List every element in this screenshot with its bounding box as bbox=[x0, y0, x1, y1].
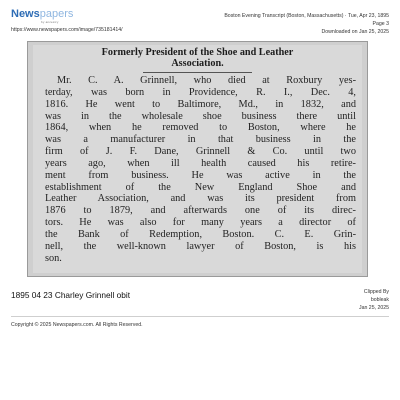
clipped-date: Jan 25, 2025 bbox=[359, 305, 389, 311]
download-date: Downloaded on Jan 25, 2025 bbox=[321, 29, 389, 35]
headline-line: Association. bbox=[171, 58, 224, 69]
body-line: Mr. C. A. Grinnell, who died at Roxbury yes- bbox=[57, 75, 356, 86]
clipped-by-info bbox=[359, 288, 389, 312]
body-line: was in the wholesale shoe business there until bbox=[45, 110, 356, 122]
logo-tagline: by ancestry bbox=[41, 20, 59, 24]
body-line: ment from business. He was active in the bbox=[45, 169, 356, 181]
clipping-caption: 1895 04 23 Charley Grinnell obit bbox=[11, 290, 130, 300]
body-line: Leather Association, and was its president from bbox=[45, 193, 356, 205]
publication-info: Boston Evening Transcript (Boston, Massachusetts) · Tue, Apr 23, 1895 bbox=[224, 13, 389, 19]
newspaper-clipping bbox=[27, 41, 368, 277]
clipped-by-label: Clipped By bbox=[363, 289, 389, 295]
body-line: years ago, when ill health caused his retire- bbox=[45, 157, 356, 169]
clipped-by-user[interactable]: bobleak bbox=[370, 297, 389, 303]
copyright-notice: Copyright © 2025 Newspapers.com. All Rights Reserved. bbox=[11, 322, 143, 328]
newspapers-logo[interactable] bbox=[11, 9, 73, 20]
body-line: the Bank of Redemption, Boston. C. E. Grin- bbox=[45, 228, 356, 240]
page-number: Page 3 bbox=[372, 21, 389, 27]
body-line: establishment of the New England Shoe and bbox=[45, 181, 356, 193]
body-line: tors. He was also for many years a director of bbox=[45, 217, 356, 229]
clipping-headline bbox=[45, 47, 350, 69]
clipping-paper bbox=[33, 45, 362, 273]
body-line: was a manufacturer in that business in the bbox=[45, 134, 356, 146]
body-line: nell, the well-known lawyer of Boston, is his bbox=[45, 240, 356, 252]
body-line: 1876 to 1879, and afterwards one of its direc- bbox=[45, 205, 356, 217]
body-line: 1816. He went to Baltimore, Md., in 1832, and bbox=[45, 98, 356, 110]
image-url[interactable]: https://www.newspapers.com/image/735181414/ bbox=[11, 27, 123, 33]
body-line: 1864, when he removed to Boston, where he bbox=[45, 122, 356, 134]
logo-text-news: News bbox=[11, 8, 40, 20]
clipping-body bbox=[45, 75, 356, 265]
footer-divider bbox=[11, 316, 389, 317]
body-line: firm of J. F. Dane, Grinnell & Co. until two bbox=[45, 146, 356, 158]
publication-meta bbox=[224, 12, 389, 36]
headline-divider bbox=[143, 72, 252, 73]
body-line: terday, was born in Providence, R. I., Dec. 4, bbox=[45, 86, 356, 98]
body-line: son. bbox=[45, 252, 62, 264]
headline-line: Formerly President of the Shoe and Leather bbox=[101, 47, 294, 58]
logo-text-papers: papers bbox=[39, 8, 74, 20]
